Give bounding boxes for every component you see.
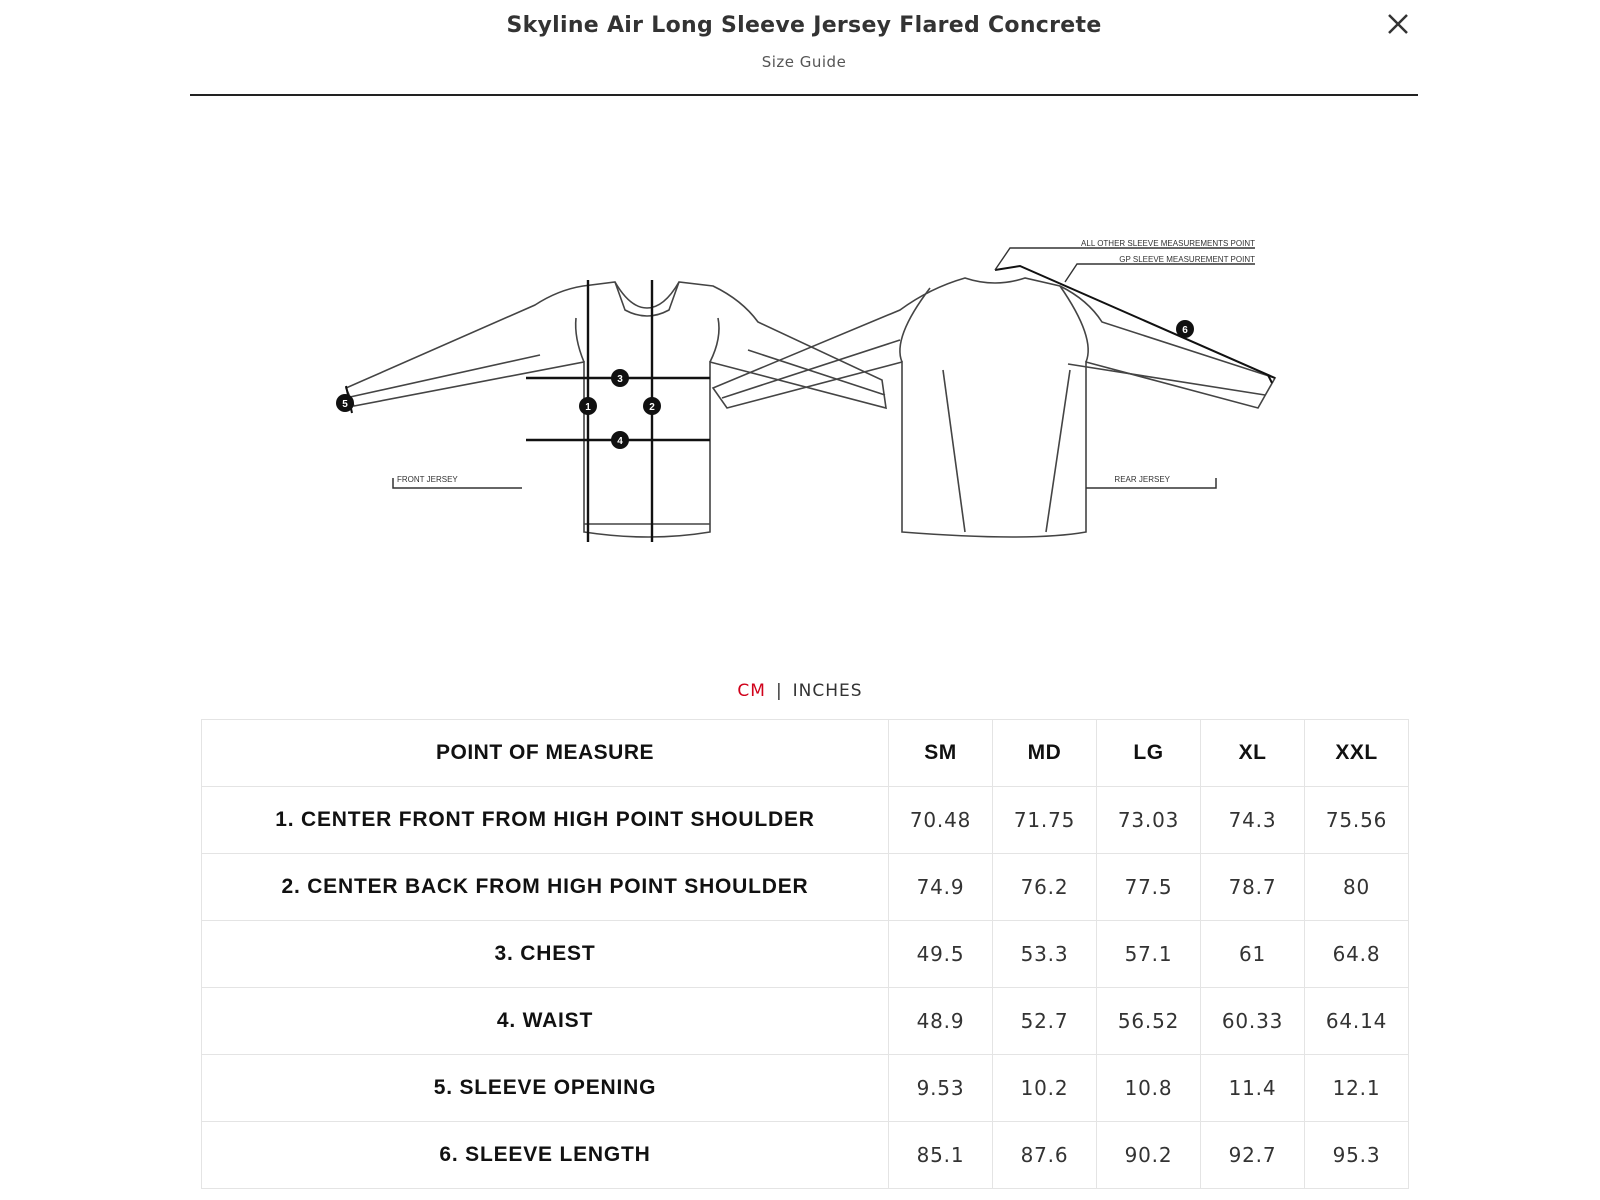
marker-5-label: 5	[342, 399, 348, 410]
cell-value: 95.3	[1305, 1122, 1409, 1189]
cell-value: 87.6	[993, 1122, 1097, 1189]
modal-header	[190, 0, 1418, 96]
cell-value: 57.1	[1097, 921, 1201, 988]
cell-value: 48.9	[889, 988, 993, 1055]
cell-value: 78.7	[1201, 854, 1305, 921]
rear-jersey-drawing	[713, 266, 1275, 537]
marker-6	[1176, 320, 1194, 338]
cell-value: 77.5	[1097, 854, 1201, 921]
header-md: MD	[993, 720, 1097, 787]
modal-subtitle: Size Guide	[761, 53, 847, 71]
cell-value: 60.33	[1201, 988, 1305, 1055]
table-row	[202, 854, 1409, 921]
cell-value: 73.03	[1097, 787, 1201, 854]
cell-value: 74.9	[889, 854, 993, 921]
front-label	[393, 475, 522, 488]
cell-value: 76.2	[993, 854, 1097, 921]
table-row	[202, 988, 1409, 1055]
cell-value: 64.8	[1305, 921, 1409, 988]
row-label: 6. SLEEVE LENGTH	[202, 1122, 889, 1189]
close-icon	[1387, 13, 1409, 35]
unit-inches-button[interactable]: INCHES	[792, 681, 863, 701]
marker-2-label: 2	[649, 402, 655, 413]
sleeve-notes	[995, 239, 1255, 282]
front-jersey-drawing	[346, 280, 886, 542]
marker-3-label: 3	[617, 374, 623, 385]
cell-value: 74.3	[1201, 787, 1305, 854]
cell-value: 71.75	[993, 787, 1097, 854]
rear-label	[1086, 475, 1216, 488]
cell-value: 64.14	[1305, 988, 1409, 1055]
note-gp-text: GP SLEEVE MEASUREMENT POINT	[1119, 255, 1255, 264]
marker-4	[611, 431, 629, 449]
table-row	[202, 1055, 1409, 1122]
header-sm: SM	[889, 720, 993, 787]
cell-value: 11.4	[1201, 1055, 1305, 1122]
table-row	[202, 787, 1409, 854]
cell-value: 10.2	[993, 1055, 1097, 1122]
cell-value: 56.52	[1097, 988, 1201, 1055]
row-label: 3. CHEST	[202, 921, 889, 988]
close-button[interactable]	[1380, 6, 1416, 42]
marker-2	[643, 397, 661, 415]
marker-1	[579, 397, 597, 415]
unit-separator: |	[775, 681, 783, 701]
cell-value: 10.8	[1097, 1055, 1201, 1122]
marker-3	[611, 369, 629, 387]
cell-value: 12.1	[1305, 1055, 1409, 1122]
cell-value: 61	[1201, 921, 1305, 988]
modal-title: Skyline Air Long Sleeve Jersey Flared Concrete	[506, 13, 1102, 38]
header-point-of-measure: POINT OF MEASURE	[202, 720, 889, 787]
front-label-text: FRONT JERSEY	[397, 475, 458, 484]
table-row	[202, 921, 1409, 988]
unit-cm-button[interactable]: CM	[737, 681, 766, 701]
header-xl: XL	[1201, 720, 1305, 787]
marker-4-label: 4	[617, 436, 623, 447]
note-other-text: ALL OTHER SLEEVE MEASUREMENTS POINT	[1081, 239, 1255, 248]
row-label: 1. CENTER FRONT FROM HIGH POINT SHOULDER	[202, 787, 889, 854]
table-row	[202, 1122, 1409, 1189]
size-table	[201, 719, 1409, 1189]
unit-toggle	[0, 681, 1600, 701]
cell-value: 52.7	[993, 988, 1097, 1055]
jersey-measurement-diagram	[330, 230, 1310, 590]
row-label: 2. CENTER BACK FROM HIGH POINT SHOULDER	[202, 854, 889, 921]
cell-value: 85.1	[889, 1122, 993, 1189]
cell-value: 75.56	[1305, 787, 1409, 854]
marker-6-label: 6	[1182, 325, 1188, 336]
cell-value: 9.53	[889, 1055, 993, 1122]
cell-value: 70.48	[889, 787, 993, 854]
header-lg: LG	[1097, 720, 1201, 787]
header-xxl: XXL	[1305, 720, 1409, 787]
marker-1-label: 1	[585, 402, 591, 413]
marker-5	[336, 394, 354, 412]
table-header-row	[202, 720, 1409, 787]
row-label: 4. WAIST	[202, 988, 889, 1055]
cell-value: 53.3	[993, 921, 1097, 988]
cell-value: 49.5	[889, 921, 993, 988]
cell-value: 90.2	[1097, 1122, 1201, 1189]
row-label: 5. SLEEVE OPENING	[202, 1055, 889, 1122]
cell-value: 92.7	[1201, 1122, 1305, 1189]
cell-value: 80	[1305, 854, 1409, 921]
rear-label-text: REAR JERSEY	[1114, 475, 1170, 484]
